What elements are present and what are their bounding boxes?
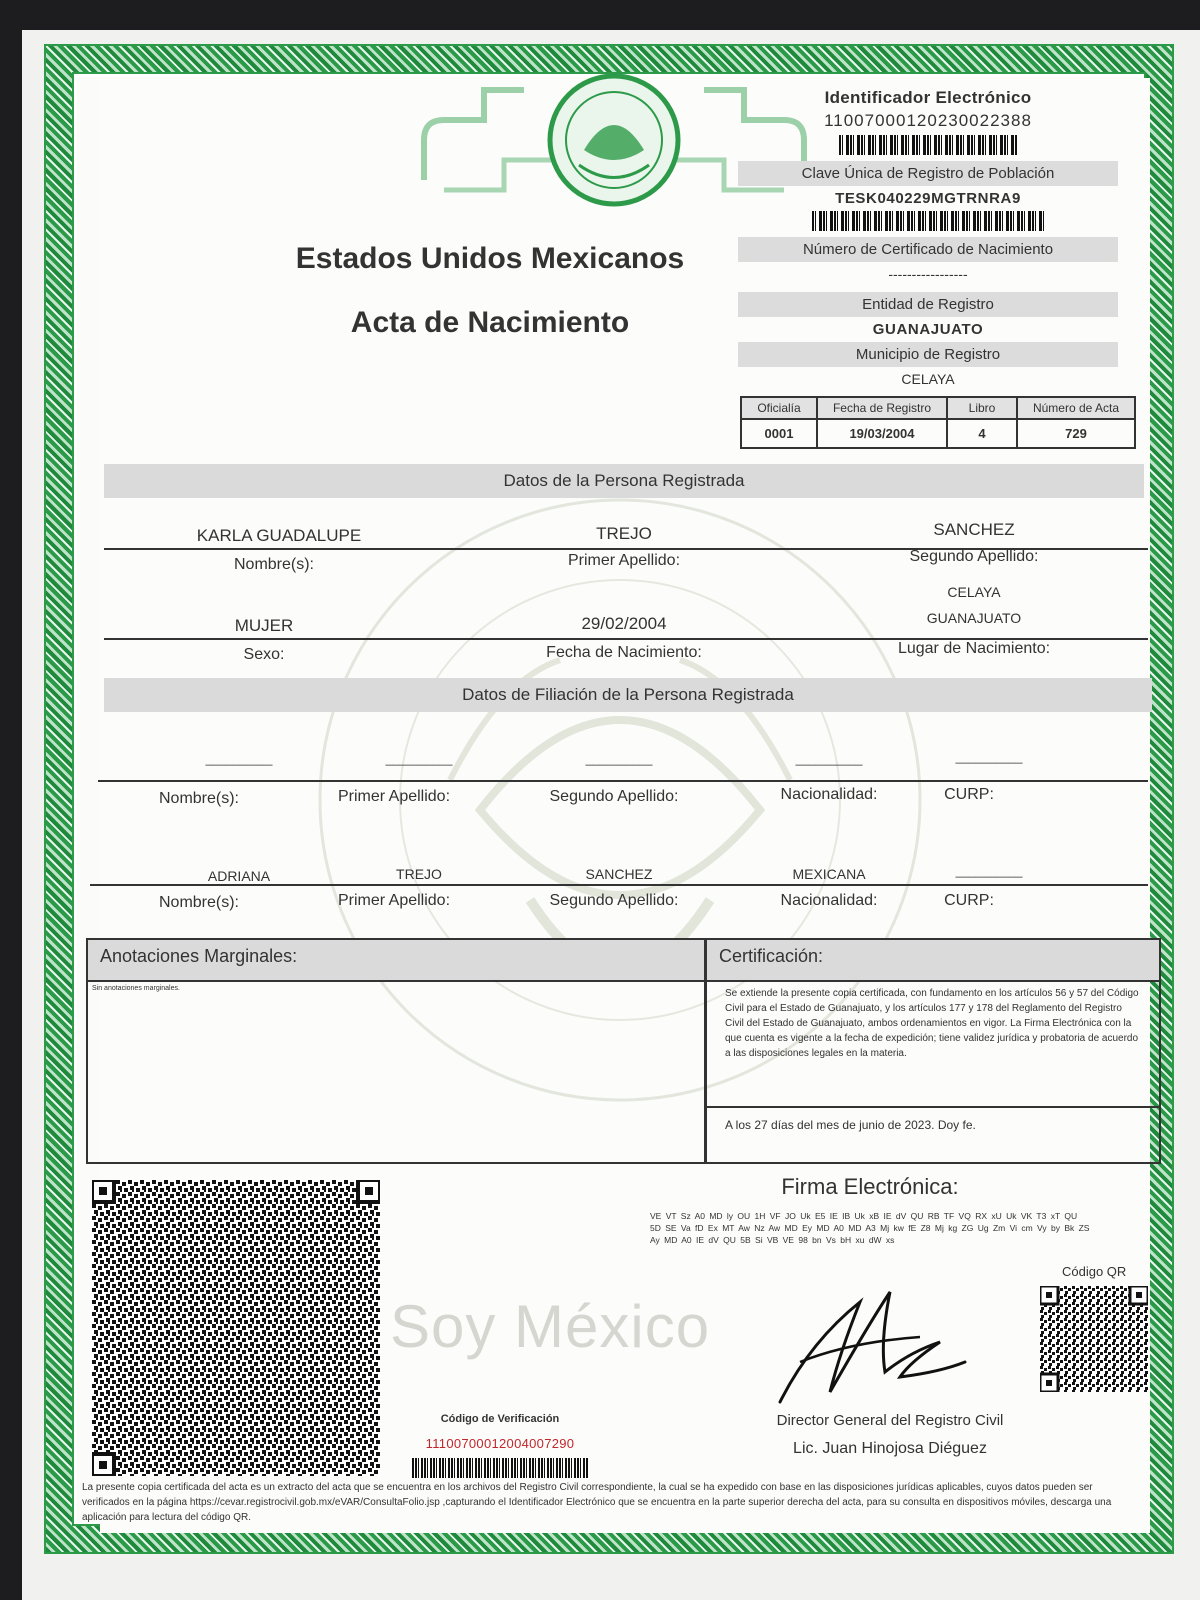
entidad-value: GUANAJUATO [872,321,984,338]
qr-label: Código QR [1062,1264,1127,1279]
filiacion-madre-row [104,864,1148,924]
padre-nombre-label: Nombre(s): [158,790,239,807]
madre-primer-apellido: TREJO [396,866,442,882]
numero-acta-value: 729 [1017,419,1135,448]
large-qr-code [92,1180,380,1476]
footer-legal-note: La presente copia certificada del acta es un extracto del acta que se encuentra en los archivos del Registro Civil correspondiente, la cual se ha expedido con base en las disposiciones jurídicas aplicables, cuyos datos pueden ser verificados en la página https://cevar.registrocivil.gob.mx/eVAR/ConsultaFolio.jsp ,capturando el Identificador Electrónico que se encuentra en la parte superior derecha del acta, para su consulta en dispositivos móviles, descarga una aplicación para lectura del código QR. [82,1482,1112,1523]
ident-number: 11007000120230022388 [824,111,1032,130]
madre-curp-label: CURP: [944,892,994,909]
persona-name-row [104,520,1148,580]
persona-fecha-nacimiento: 29/02/2004 [581,614,667,633]
ident-barcode [839,135,1017,155]
filiacion-padre-row [104,750,1148,820]
persona-section-title: Datos de la Persona Registrada [104,464,1144,498]
lugar-municipio: CELAYA [947,584,1001,600]
madre-segundo-apellido: SANCHEZ [585,866,653,882]
padre-nombre: __________ [205,752,273,766]
oficialia-header: Oficialía [741,397,817,419]
divider-line [90,884,1148,886]
certificacion-title: Certificación: [707,940,1159,982]
padre-primer-apellido: __________ [385,752,453,766]
persona-primer-apellido: TREJO [596,524,652,543]
entidad-label: Entidad de Registro [738,292,1118,317]
soy-mexico-watermark: Soy México [390,1293,711,1360]
verification-code: 11100700012004007290 [425,1436,575,1451]
certificacion-date: A los 27 días del mes de junio de 2023. Doy fe. [725,1118,976,1132]
cert-number-value: ----------------- [888,266,968,282]
persona-primer-apellido-label: Primer Apellido: [567,552,681,569]
cert-number-label: Número de Certificado de Nacimiento [738,237,1118,262]
persona-sexo: MUJER [234,616,294,635]
certificacion-text: Se extiende la presente copia certificada, con fundamento en los artículos 56 y 57 del Código Civil para el Estado de Guanajuato, y los artículos 177 y 178 del Reglamento del Registro Civil del Estado de Guanajuato, ambos ordenamientos en vigor. La Firma Electrónica con la que cuenta es vigente a la fecha de expedición; tiene validez jurídica y probatoria de acuerdo a las disposiciones legales en la materia. [707,982,1159,1108]
madre-nombre: ADRIANA [207,868,271,884]
madre-segundo-apellido-label: Segundo Apellido: [549,892,679,909]
verification-barcode [412,1458,588,1478]
madre-nombre-label: Nombre(s): [158,894,239,911]
director-name: Lic. Juan Hinojosa Diéguez [793,1440,987,1457]
document-title: Acta de Nacimiento [350,306,630,339]
fecha-registro-value: 19/03/2004 [817,419,947,448]
persona-nombre: KARLA GUADALUPE [196,526,362,545]
oficialia-value: 0001 [741,419,817,448]
director-signature [770,1282,970,1412]
municipio-value: CELAYA [901,371,955,387]
fecha-registro-header: Fecha de Registro [817,397,947,419]
ident-title: Identificador Electrónico [824,88,1032,107]
curp-value: TESK040229MGTRNRA9 [835,190,1021,207]
anotaciones-title: Anotaciones Marginales: [88,940,704,982]
lugar-estado: GUANAJUATO [926,610,1022,626]
madre-curp: __________ [955,864,1023,878]
padre-segundo-apellido-label: Segundo Apellido: [549,788,679,805]
madre-nacionalidad-label: Nacionalidad: [780,892,878,909]
director-title: Director General del Registro Civil [776,1412,1004,1429]
persona-nombre-label: Nombre(s): [233,556,314,573]
filiacion-section-title: Datos de Filiación de la Persona Registrada [104,678,1152,712]
padre-curp-label: CURP: [944,786,994,803]
country-title: Estados Unidos Mexicanos [295,242,685,275]
small-qr-code [1040,1286,1148,1392]
identifier-block [738,88,1118,391]
firma-title: Firma Electrónica: [781,1174,959,1199]
certificacion-box [705,938,1161,1164]
persona-birth-row [104,584,1148,664]
anotaciones-box [86,938,706,1164]
padre-primer-apellido-label: Primer Apellido: [337,788,451,805]
anotaciones-text: Sin anotaciones marginales. [92,985,180,992]
municipio-label: Municipio de Registro [738,342,1118,367]
firma-text: VE VT Sz A0 MD ly OU 1H VF JO Uk E5 IE IB Uk xB IE dV QU RB TF VQ RX xU Uk VK T3 xT QU 5D SE Va fD Ex MT Aw Nz Aw MD Ey MD A0 MD A3 Mj kw fE Z8 Mj kg ZG Ug Zm Vi cm Vy by Bk ZS Ay MD A0 IE dV QU 5B Si VB VE 98 bn Vs bH xu dW xs [650,1211,1090,1245]
libro-value: 4 [947,419,1017,448]
divider-line [98,780,1148,782]
libro-header: Libro [947,397,1017,419]
madre-nacionalidad: MEXICANA [792,866,866,882]
persona-segundo-apellido-label: Segundo Apellido: [909,548,1039,565]
curp-barcode [812,211,1044,231]
curp-label: Clave Única de Registro de Población [738,161,1118,186]
padre-segundo-apellido: __________ [585,752,653,766]
padre-nacionalidad-label: Nacionalidad: [780,786,878,803]
registration-table [740,396,1136,449]
persona-fecha-label: Fecha de Nacimiento: [546,644,702,661]
persona-sexo-label: Sexo: [243,646,285,663]
persona-lugar-label: Lugar de Nacimiento: [897,640,1051,657]
numero-acta-header: Número de Acta [1017,397,1135,419]
padre-nacionalidad: __________ [795,752,863,766]
madre-primer-apellido-label: Primer Apellido: [337,892,451,909]
padre-curp: __________ [955,750,1023,764]
persona-segundo-apellido: SANCHEZ [933,520,1015,539]
verification-label: Código de Verificación [440,1413,560,1425]
